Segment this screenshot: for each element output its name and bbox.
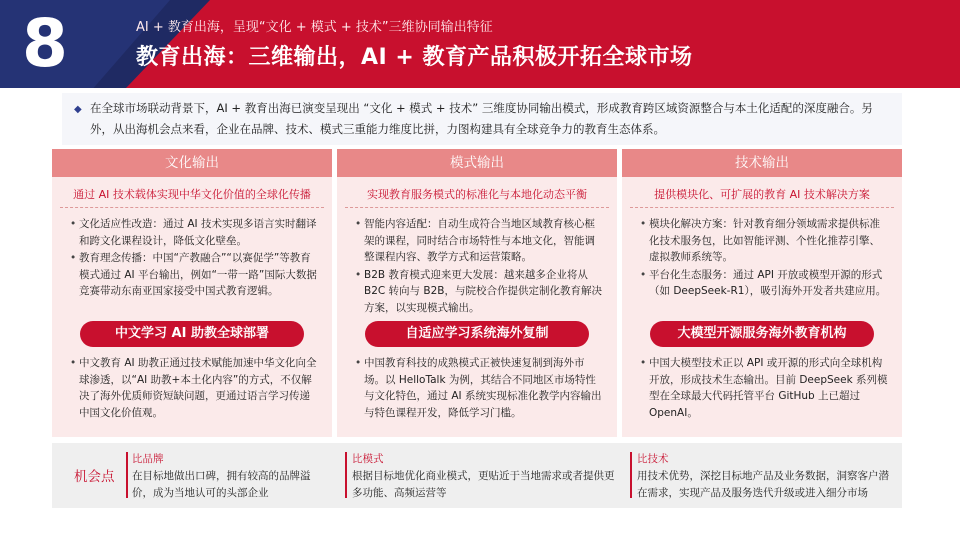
- bullet-item: • B2B 教育模式迎来更大发展：越来越多企业将从 B2C 转向与 B2B，与院校合作提供定制化教育解决方案，以实现模式输出。: [355, 267, 605, 317]
- column-subtitle: 提供模块化、可扩展的教育 AI 技术解决方案: [630, 182, 894, 208]
- column-technology: [622, 149, 902, 437]
- bullet-item: • 模块化解决方案：针对教育细分领域需求提供标准化技术服务包，比如智能评测、个性化推荐引擎、虚拟教师系统等。: [640, 216, 890, 266]
- accent-bar: [630, 452, 632, 498]
- opportunity-tag: 比模式: [352, 453, 384, 465]
- column-bullets: [52, 208, 332, 300]
- bullet-item: • 教育理念传播：中国“产教融合”“以赛促学”等教育模式通过 AI 平台输出，例如“一带一路”国际大数据竞赛带动东南亚国家接受中国式教育逻辑。: [70, 250, 320, 300]
- accent-bar: [345, 452, 347, 498]
- opportunity-item-technology: [637, 451, 897, 502]
- opportunity-item-model: [352, 451, 622, 502]
- bullet-item: • 文化适应性改造：通过 AI 技术实现多语言实时翻译和跨文化课程设计，降低文化壁垒。: [70, 216, 320, 249]
- column-case: [337, 355, 617, 421]
- case-text: • 中国大模型技术正以 API 或开源的形式向全球机构开放，形成技术生态输出。目前 DeepSeek 系列模型在全球最大代码托管平台 GitHub 上已超过 OpenAI。: [640, 355, 890, 421]
- intro-text: 在全球市场联动背景下，AI + 教育出海已演变呈现出 “文化 + 模式 + 技术” 三维度协同输出模式，形成教育跨区域资源整合与本土化适配的深度融合。另外，从出海机会点来看，企业在品牌、技术、模式三重能力维度比拼，力图构建具有全球竞争力的教育生态体系。: [90, 101, 873, 136]
- case-text: • 中文教育 AI 助教正通过技术赋能加速中华文化向全球渗透，以“AI 助教+本土化内容”的方式，不仅解决了海外优质师资短缺问题，更通过语言学习传递中国文化价值观。: [70, 355, 320, 421]
- page-title: 教育出海：三维输出，AI + 教育产品积极开拓全球市场: [136, 45, 693, 70]
- case-text: • 中国教育科技的成熟模式正被快速复制到海外市场。以 HelloTalk 为例，其结合不同地区市场特性与文化特色，通过 AI 系统实现标准化教学内容输出与特色课程开发，降低学习门槛。: [355, 355, 605, 421]
- opportunity-item-brand: [132, 451, 322, 502]
- column-subtitle: 通过 AI 技术载体实现中华文化价值的全球化传播: [60, 182, 324, 208]
- bullet-item: • 智能内容适配：自动生成符合当地区域教育核心框架的课程，同时结合市场特性与本地文化，智能调整课程内容、教学方式和运营策略。: [355, 216, 605, 266]
- highlight-pill: 中文学习 AI 助教全球部署: [80, 321, 304, 347]
- opportunity-tag: 比品牌: [132, 453, 164, 465]
- column-header: 模式输出: [337, 149, 617, 177]
- page-number: 8: [22, 5, 68, 82]
- opportunity-tag: 比技术: [637, 453, 669, 465]
- opportunity-text: 根据目标地优化商业模式，更贴近于当地需求或者提供更多功能、高频运营等: [352, 470, 615, 499]
- column-culture: [52, 149, 332, 437]
- column-case: [622, 355, 902, 421]
- column-header: 文化输出: [52, 149, 332, 177]
- diamond-bullet-icon: ◆: [74, 104, 82, 115]
- opportunity-text: 在目标地做出口碑，拥有较高的品牌溢价，成为当地认可的头部企业: [132, 470, 311, 499]
- header-banner: [0, 0, 960, 88]
- intro-box: [62, 93, 902, 145]
- column-bullets: [622, 208, 902, 300]
- opportunity-box: [52, 443, 902, 508]
- bullet-item: • 平台化生态服务：通过 API 开放或模型开源的形式（如 DeepSeek-R1），吸引海外开发者共建应用。: [640, 267, 890, 300]
- column-bullets: [337, 208, 617, 316]
- highlight-pill: 大模型开源服务海外教育机构: [650, 321, 874, 347]
- highlight-pill: 自适应学习系统海外复制: [365, 321, 589, 347]
- opportunity-label: 机会点: [74, 469, 115, 485]
- column-header: 技术输出: [622, 149, 902, 177]
- opportunity-text: 用技术优势，深挖目标地产品及业务数据，洞察客户潜在需求，实现产品及服务迭代升级或进入细分市场: [637, 470, 889, 499]
- page-subtitle: AI + 教育出海，呈现“文化 + 模式 + 技术”三维协同输出特征: [136, 20, 493, 35]
- column-subtitle: 实现教育服务模式的标准化与本地化动态平衡: [345, 182, 609, 208]
- accent-bar: [126, 452, 128, 498]
- column-case: [52, 355, 332, 421]
- column-model: [337, 149, 617, 437]
